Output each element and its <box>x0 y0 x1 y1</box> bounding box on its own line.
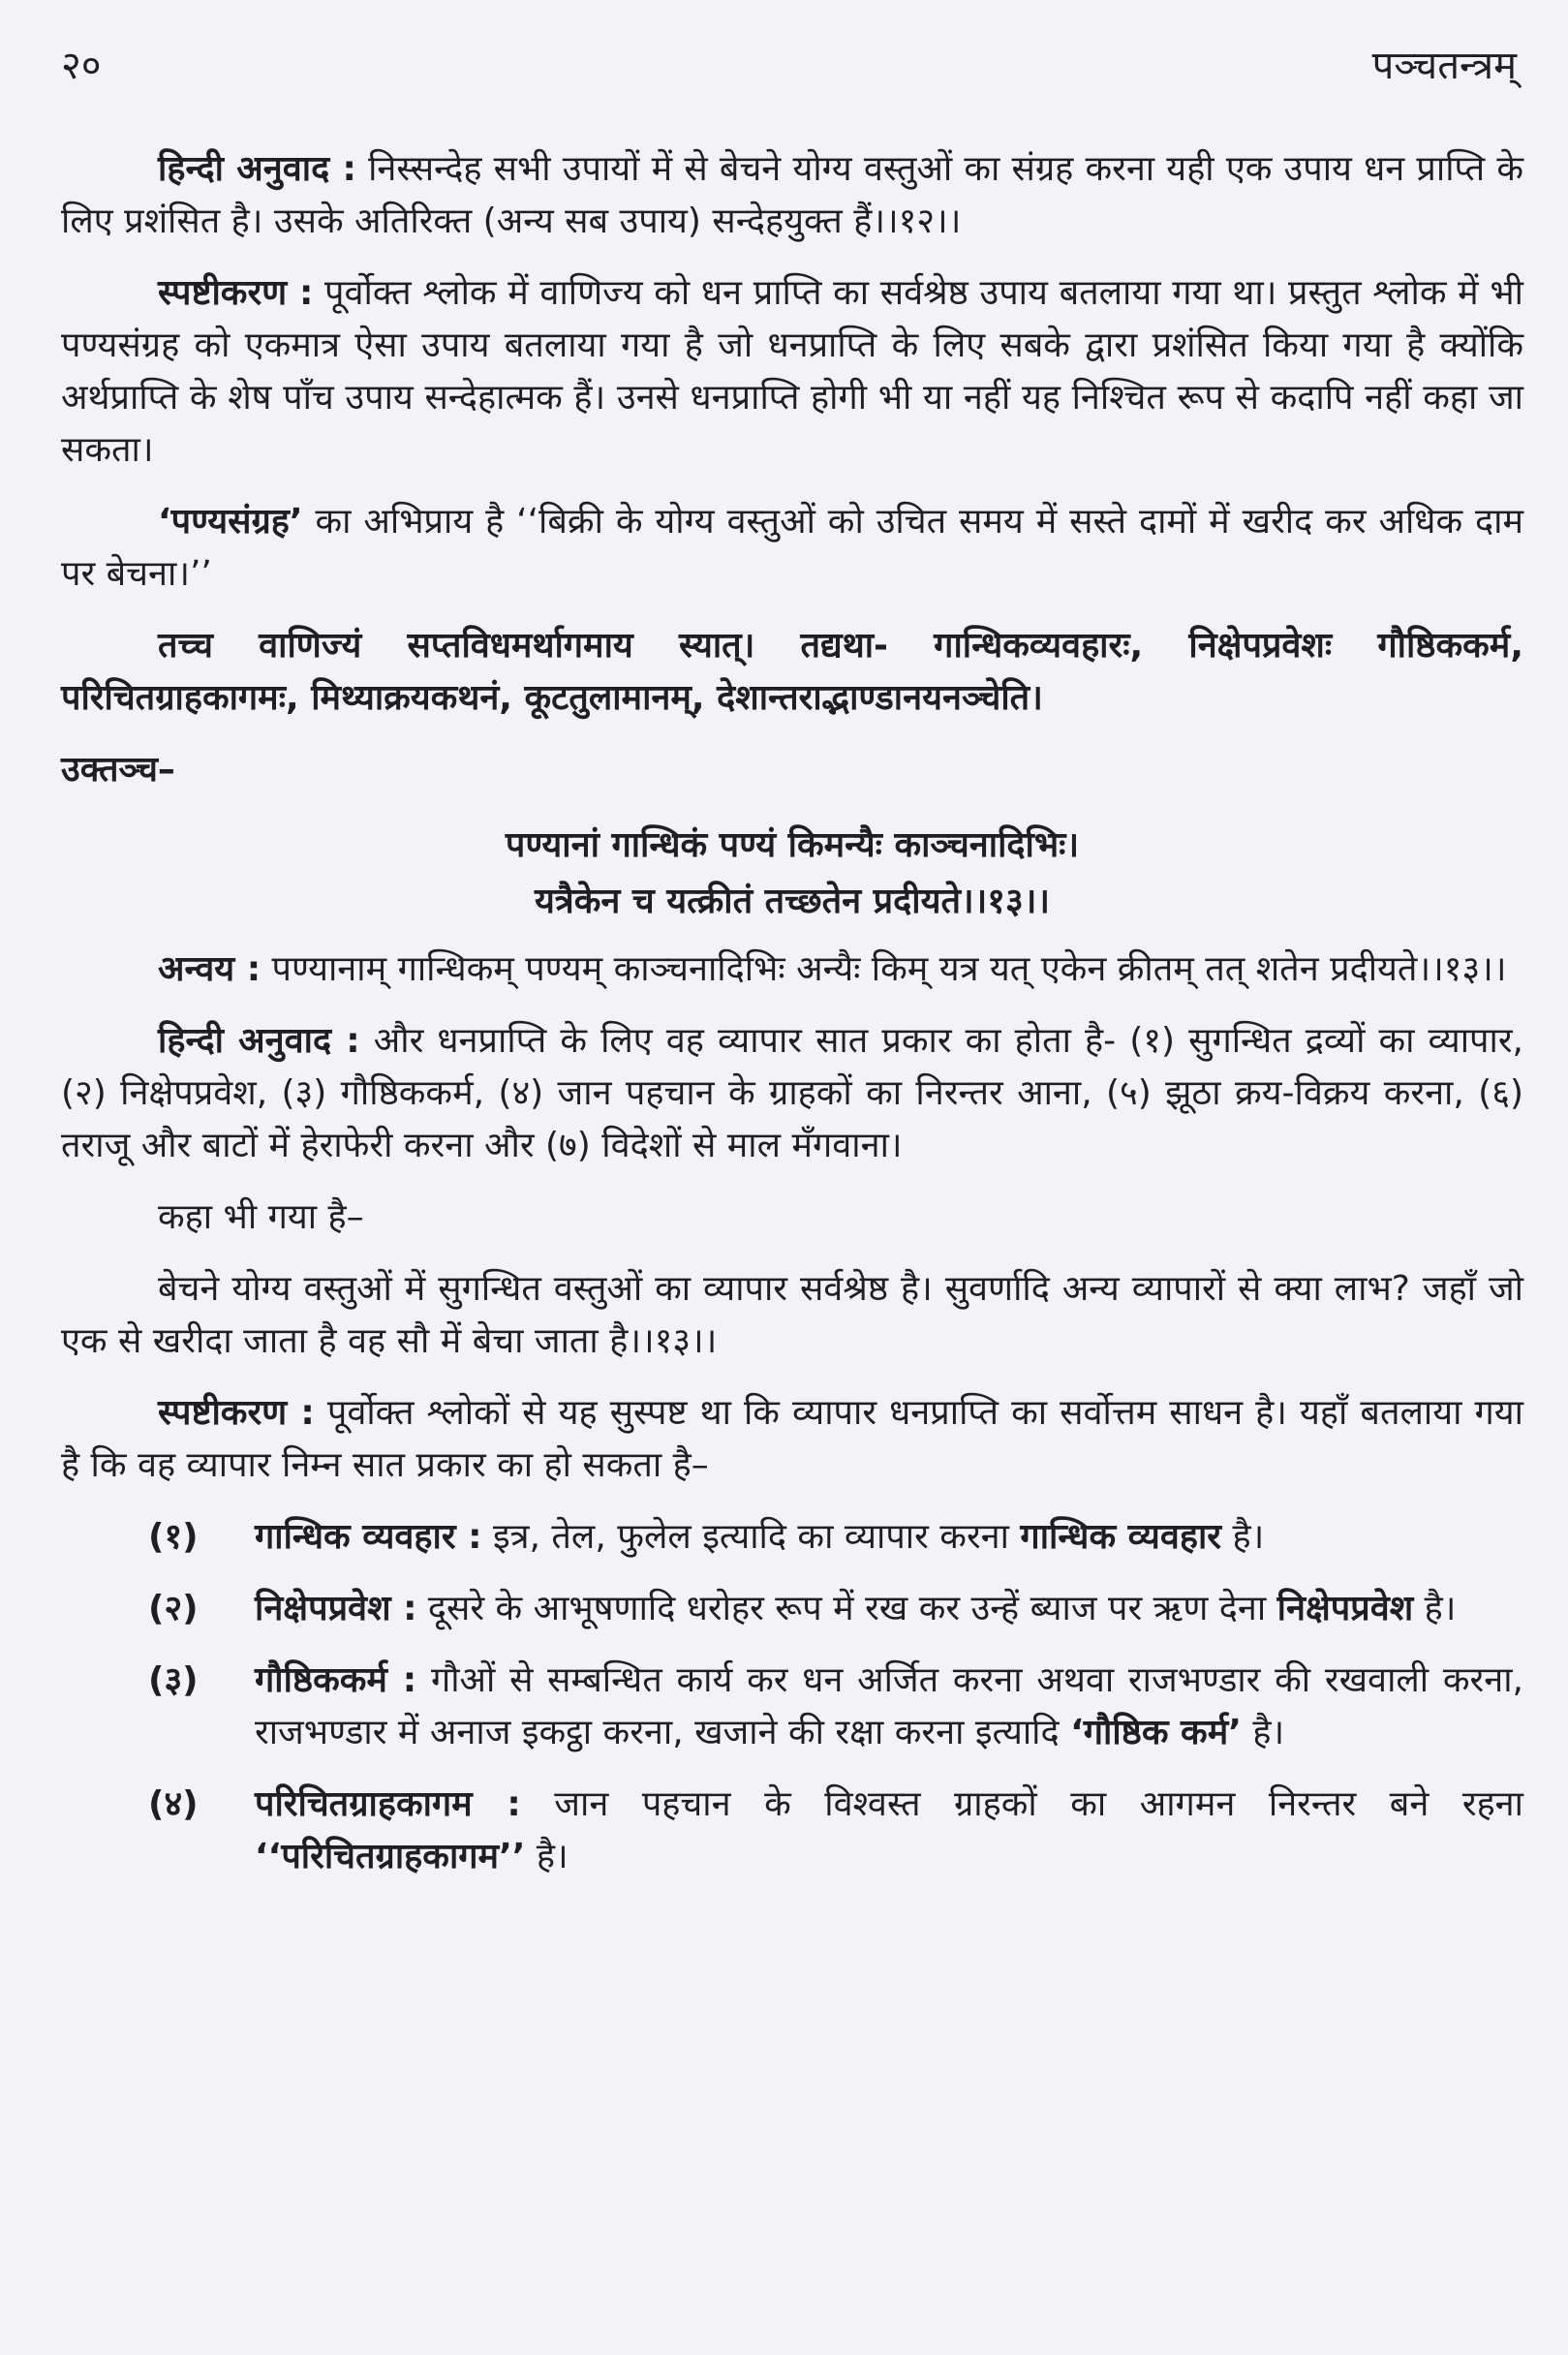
list-label: परिचितग्राहकागम : <box>255 1784 521 1824</box>
hindi-translation-label-2: हिन्दी अनुवाद : <box>158 1021 360 1061</box>
list-number: (४) <box>148 1784 199 1824</box>
list-number: (२) <box>148 1589 199 1628</box>
bechne-paragraph: बेचने योग्य वस्तुओं में सुगन्धित वस्तुओं का व्यापार सर्वश्रेष्ठ है। सुवर्णादि अन्य व्यापारों से क्या लाभ? जहाँ जो एक से खरीदा जाता है वह सौ में बेचा जाता है।।१३।। <box>61 1269 1523 1361</box>
panyasangraha-text: का अभिप्राय है ‘‘बिक्री के योग्य वस्तुओं को उचित समय में सस्ते दामों में खरीद कर अधिक दाम पर बेचना।’’ <box>61 502 1523 594</box>
clarification-text-2: पूर्वोक्त श्लोकों से यह सुस्पष्ट था कि व्यापार धनप्राप्ति का सर्वोत्तम साधन है। यहाँ बतलाया गया है कि वह व्यापार निम्न सात प्रकार का हो सकता है– <box>61 1393 1523 1485</box>
hindi-translation-label: हिन्दी अनुवाद : <box>158 149 356 189</box>
hindi-translation-text: निस्सन्देह सभी उपायों में से बेचने योग्य वस्तुओं का संग्रह करना यही एक उपाय धन प्राप्ति के लिए प्रशंसित है। उसके अतिरिक्त (अन्य सब उपाय) सन्देहयुक्त हैं।।१२।। <box>61 149 1523 241</box>
verse-line-1: पण्यानां गान्धिकं पण्यं किमन्यैः काञ्चनादिभिः। <box>505 825 1080 865</box>
clarification-label-2: स्पष्टीकरण : <box>158 1393 315 1433</box>
list-item: (२) निक्षेपप्रवेश : दूसरे के आभूषणादि धरोहर रूप में रख कर उन्हें ब्याज पर ऋण देना निक्षेपप्रवेश है। <box>61 1583 1523 1635</box>
list-number: (३) <box>148 1660 199 1700</box>
list-item: (३) गौष्ठिककर्म : गौओं से सम्बन्धित कार्य कर धन अर्जित करना अथवा राजभण्डार की रखवाली करना, राजभण्डार में अनाज इकट्ठा करना, खजाने की रक्षा करना इत्यादि ‘गौष्ठिक कर्म’ है। <box>61 1655 1523 1759</box>
clarification-label: स्पष्टीकरण : <box>158 273 314 313</box>
list-label: गान्धिक व्यवहार : <box>255 1517 482 1557</box>
anvaya-paragraph <box>61 944 1523 996</box>
sanskrit-prose: तच्च वाणिज्यं सप्तविधमर्थागमाय स्यात्। तद्यथा- गान्धिकव्यवहारः, निक्षेपप्रवेशः गौष्ठिककर्म, परिचितग्राहकागमः, मिथ्याक्रयकथनं, कूटतुलामानम्, देशान्तराद्भाण्डानयनञ्चेति। <box>61 626 1523 718</box>
sanskrit-verse <box>61 818 1523 930</box>
hindi-translation-paragraph-2 <box>61 1015 1523 1172</box>
clarification-paragraph <box>61 267 1523 477</box>
kaha-line: कहा भी गया है– <box>158 1197 364 1237</box>
page-content <box>61 143 1523 1903</box>
hindi-translation-text-2: और धनप्राप्ति के लिए वह व्यापार सात प्रकार का होता है- (१) सुगन्धित द्रव्यों का व्यापार, (२) निक्षेपप्रवेश, (३) गौष्ठिककर्म, (४) जान पहचान के ग्राहकों का निरन्तर आना, (५) झूठा क्रय-विक्रय करना, (६) तराजू और बाटों में हेराफेरी करना और (७) विदेशों से माल मँगवाना। <box>61 1021 1523 1165</box>
panyasangraha-term: ‘पण्यसंग्रह’ <box>158 502 303 542</box>
list-item: (१) गान्धिक व्यवहार : इत्र, तेल, फुलेल इत्यादि का व्यापार करना गान्धिक व्यवहार है। <box>61 1511 1523 1564</box>
clarification-text: पूर्वोक्त श्लोक में वाणिज्य को धन प्राप्ति का सर्वश्रेष्ठ उपाय बतलाया गया था। प्रस्तुत श्लोक में भी पण्यसंग्रह को एकमात्र ऐसा उपाय बतलाया गया है जो धनप्राप्ति के लिए सबके द्वारा प्रशंसित किया गया है क्योंकि अर्थप्राप्ति के शेष पाँच उपाय सन्देहात्मक हैं। उनसे धनप्राप्ति होगी भी या नहीं यह निश्चित रूप से कदापि नहीं कहा जा सकता। <box>61 273 1523 470</box>
anvaya-text: पण्यानाम् गान्धिकम् पण्यम् काञ्चनादिभिः अन्यैः किम् यत्र यत् एकेन क्रीतम् तत् शतेन प्रदीयते।।१३।। <box>261 949 1507 989</box>
list-label: गौष्ठिककर्म : <box>255 1660 417 1700</box>
clarification-paragraph-2 <box>61 1387 1523 1492</box>
anvaya-label: अन्वय : <box>158 949 261 989</box>
page-header <box>61 37 1517 95</box>
list-label: निक्षेपप्रवेश : <box>255 1589 417 1628</box>
hindi-translation-paragraph <box>61 143 1523 248</box>
list-number: (१) <box>148 1517 199 1557</box>
verse-line-2: यत्रैकेन च यत्क्रीतं तच्छतेन प्रदीयते।।१३।। <box>534 882 1051 921</box>
page-number: २० <box>61 44 102 88</box>
list-item: (४) परिचितग्राहकागम : जान पहचान के विश्वस्त ग्राहकों का आगमन निरन्तर बने रहना ‘‘परिचितग्राहकागम’’ है। <box>61 1779 1523 1883</box>
uktam-heading: उक्तञ्च– <box>61 750 175 790</box>
book-title: पञ्चतन्त्रम् <box>1371 44 1517 88</box>
panyasangraha-paragraph <box>61 496 1523 601</box>
